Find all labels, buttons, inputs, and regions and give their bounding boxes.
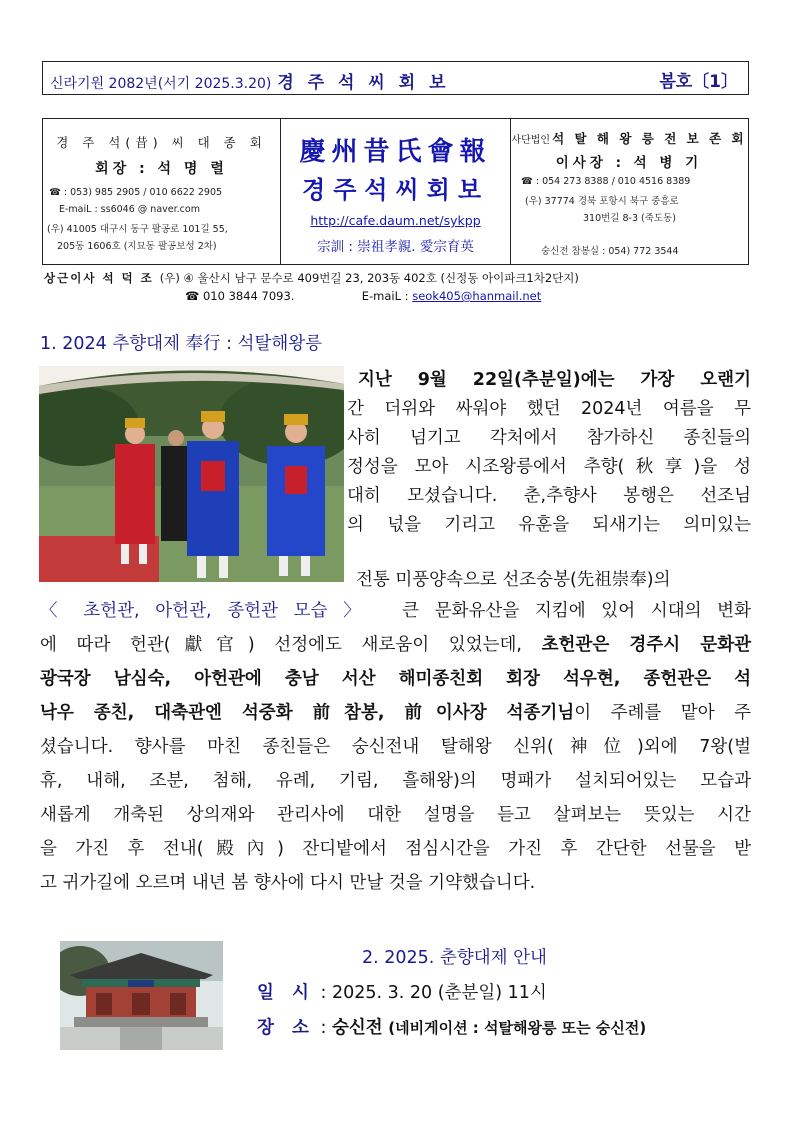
article1-line-10: 광국장 남심숙, 아헌관에 충남 서산 해미종친회 회장 석우현, 종헌관은 석 — [40, 669, 751, 689]
article1-line-4: 정성을 모아 시조왕릉에서 추향(秋享)을 성 — [347, 457, 751, 477]
article1-line-9: 에 따라 헌관(獻官) 선정에도 새로움이 있었는데, 초헌관은 경주시 문화관 — [40, 635, 752, 655]
article1-line-13: 휴, 내해, 조분, 첨해, 유례, 기림, 흘해왕)의 명패가 설치되어있는 모습과 — [40, 771, 751, 791]
contact-line-address — [44, 270, 579, 286]
cafe-link[interactable]: http://cafe.daum.net/sykpp — [310, 213, 481, 228]
clan-address-line1: (우) 41005 대구시 동구 팔공로 101길 55, — [47, 224, 228, 235]
title-hanja: 慶州昔氏會報 — [299, 137, 492, 167]
clan-president: 회장 : 석 명 렬 — [95, 161, 228, 177]
clan-address-line2: 205동 1606호 (지묘동 팔공보성 2차) — [57, 241, 217, 252]
article1-line-11: 낙우 종친, 대축관엔 석중화 前참봉, 前이사장 석종기님이 주례를 맡아 주 — [40, 703, 751, 723]
header-title: 경 주 석 씨 회 보 — [277, 73, 450, 93]
contact-email-label: E-maiL : — [361, 289, 409, 303]
shrine-phone: 숭신전 참봉실 : 054) 772 3544 — [541, 246, 679, 257]
article1-line-6: 의 넋을 기리고 유훈을 되새기는 의미있는 — [347, 515, 751, 535]
date-value: : 2025. 3. 20 (춘분일) 11시 — [320, 983, 547, 1003]
society-phone: ☎ : 054 273 8388 / 010 4516 8389 — [521, 176, 691, 187]
society-address-line1: (우) 37774 경북 포항시 북구 중흥로 — [525, 196, 679, 207]
date-label: 일 시 — [257, 983, 315, 1003]
event-date-row — [257, 979, 547, 1004]
ceremony-officiants-photo — [39, 366, 344, 582]
article1-line-14: 새롭게 개축된 상의재와 관리사에 대한 설명을 듣고 살펴보는 뜻있는 시간 — [40, 805, 751, 825]
header-era: 신라기원 2082년(서기 2025.3.20) 경 주 석 씨 회 보 — [50, 73, 450, 93]
article1-line-12: 셨습니다. 향사를 마친 종친들은 숭신전내 탈해왕 신위(神位)외에 7왕(벌 — [40, 737, 751, 757]
article2-heading: 2. 2025. 춘향대제 안내 — [362, 948, 547, 968]
article1-line-2: 간 더위와 싸워야 했던 2024년 여름을 무 — [347, 399, 751, 419]
clan-motto: 宗訓 : 崇祖孝親. 愛宗育英 — [317, 239, 474, 255]
article1-line-7: 전통 미풍양속으로 선조숭봉(先祖崇奉)의 — [356, 570, 671, 590]
contact-phone: ☎ 010 3844 7093. — [185, 289, 295, 303]
article1-line-15: 을 가진 후 전내(殿內) 잔디밭에서 점심시간을 가진 후 간단한 선물을 받 — [40, 839, 751, 859]
place-label: 장 소 — [257, 1018, 315, 1038]
contact-director: 상근이사 석 덕 조 — [44, 271, 154, 285]
place-navigation-note: (네비게이션 : 석탈해왕릉 또는 숭신전) — [388, 1019, 647, 1037]
place-value: 숭신전 — [331, 1018, 383, 1038]
article1-line-5: 대히 모셨습니다. 춘,추향사 봉행은 선조님 — [347, 486, 751, 506]
contact-line-phone-email — [185, 289, 541, 303]
issue-label: 봄호〔1〕 — [659, 72, 738, 92]
clan-email: E-maiL : ss6046 @ naver.com — [59, 204, 200, 215]
masthead-title-block — [281, 119, 511, 264]
article1-line-3: 사히 넘기고 각처에서 참가하신 종친들의 — [347, 428, 751, 448]
clan-phone: ☎ : 053) 985 2905 / 010 6622 2905 — [49, 187, 223, 198]
article1-heading: 1. 2024 추향대제 奉行 : 석탈해왕릉 — [40, 334, 323, 354]
event-place-row: 장 소 : 숭신전 (네비게이션 : 석탈해왕릉 또는 숭신전) — [257, 1018, 647, 1038]
masthead — [42, 118, 749, 265]
contact-email-link[interactable]: seok405@hanmail.net — [412, 289, 542, 303]
article1-line-1: 지난 9월 22일(추분일)에는 가장 오랜기 — [358, 370, 751, 390]
title-korean: 경주석씨회보 — [301, 176, 490, 204]
masthead-clan-association — [43, 119, 281, 264]
masthead-tomb-preservation-society — [511, 119, 747, 264]
society-name: 사단법인 석 탈 해 왕 릉 전 보 존 회 — [511, 131, 747, 146]
clan-association-name: 경 주 석(昔) 씨 대 종 회 — [56, 135, 267, 150]
photo-caption: 〈 초헌관, 아헌관, 종헌관 모습 〉 — [40, 601, 371, 621]
contact-address: (우) ④ 울산시 남구 문수로 409번길 23, 203동 402호 (신정동 아이파크1차2단지) — [159, 271, 579, 285]
newsletter-header-bar — [42, 61, 749, 95]
article1-line-8: 〈 초헌관, 아헌관, 종헌관 모습 〉 큰 문화유산을 지킴에 있어 시대의 변화 — [40, 601, 751, 621]
society-chair: 이사장 : 석 병 기 — [555, 155, 703, 171]
society-address-line2: 310번길 8-3 (죽도동) — [583, 213, 676, 224]
article1-line-16: 고 귀가길에 오르며 내년 봄 향사에 다시 만날 것을 기약했습니다. — [40, 873, 536, 893]
sungsinjeon-shrine-photo — [60, 941, 223, 1050]
